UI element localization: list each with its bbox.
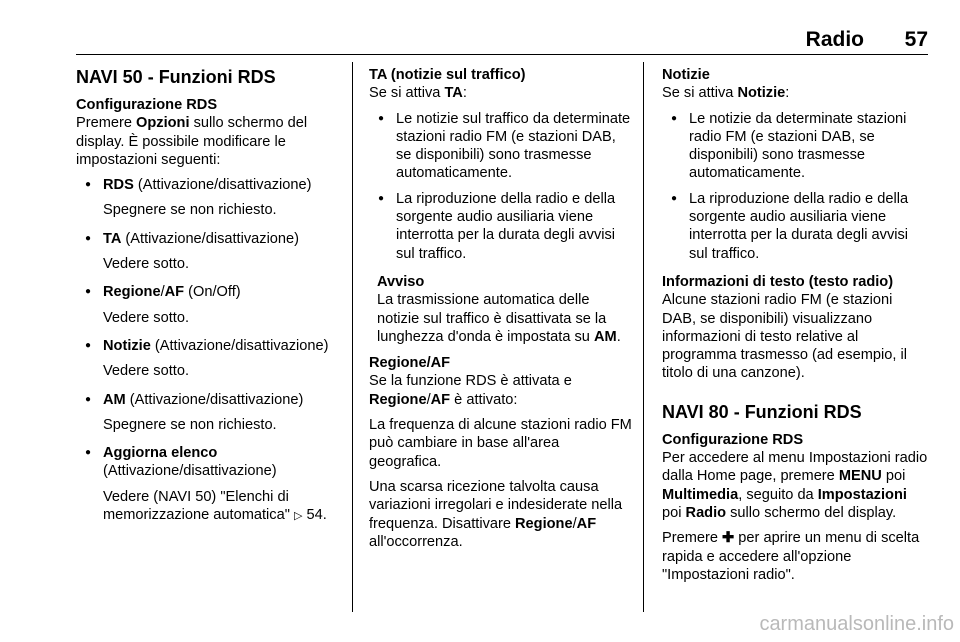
list-item-am: ● AM (Attivazione/disattivazione) xyxy=(76,391,341,409)
region-paragraph-3: Una scarsa ricezione talvolta causa variazioni irregolari e indesiderate nella frequenza. Disattivare Regione/AF all'occorrenza. xyxy=(369,478,623,550)
list-item-ta: ● TA (Attivazione/disattivazione) xyxy=(76,230,341,248)
list-item-aggiorna-elenco: ● Aggiorna elenco (Attivazione/disattivazione) xyxy=(76,444,341,481)
list-item-rds: ● RDS (Attivazione/disattivazione) xyxy=(76,176,341,194)
ta-list xyxy=(369,110,633,263)
text-info-paragraph: Alcune stazioni radio FM (e stazioni DAB, se disponibili) visualizzano informazioni di testo relative al programma trasmesso (ad esempio, il titolo di una canzone). xyxy=(662,292,907,382)
watermark: carmanualsonline.info xyxy=(759,613,954,635)
subheading-notizie: Notizie xyxy=(662,67,710,83)
list-item-regione-af: ● Regione/AF (On/Off) xyxy=(76,283,341,301)
region-paragraph-2: La frequenza di alcune stazioni radio FM può cambiare in base all'area geografica. xyxy=(369,417,632,470)
column-divider-2 xyxy=(643,62,644,612)
section-heading-navi50: NAVI 50 - Funzioni RDS xyxy=(76,67,276,87)
list-item: ● La riproduzione della radio e della sorgente audio ausiliaria viene interrotta per la durata degli avvisi sul traffico. xyxy=(662,190,930,263)
subheading-config-rds: Configurazione RDS xyxy=(76,97,218,113)
list-item: ● Le notizie da determinate stazioni radio FM (e stazioni DAB, se disponibili) sono trasmesse automaticamente. xyxy=(662,110,930,183)
list-item: ● La riproduzione della radio e della sorgente audio ausiliaria viene interrotta per la durata degli avvisi sul traffico. xyxy=(369,190,633,263)
list-note-regione-af: Vedere sotto. xyxy=(103,309,190,326)
list-note-am: Spegnere se non richiesto. xyxy=(103,416,277,433)
navi80-paragraph-1: Per accedere al menu Impostazioni radio dalla Home page, premere MENU poi Multimedia, seguito da Impostazioni poi Radio sullo schermo del display. xyxy=(662,450,928,521)
list-item-notizie: ● Notizie (Attivazione/disattivazione) xyxy=(76,337,341,355)
news-intro: Se si attiva Notizie: xyxy=(662,85,790,102)
intro-paragraph: Premere Opzioni sullo schermo del display. È possibile modificare le impostazioni seguenti: xyxy=(76,115,308,168)
notice-box: Avviso La trasmissione automatica delle notizie sul traffico è disattivata se la lunghezza d'onda è impostata su AM. xyxy=(377,273,633,346)
page-number: 57 xyxy=(904,28,928,51)
section-heading-navi80: NAVI 80 - Funzioni RDS xyxy=(662,401,862,422)
column-divider-1 xyxy=(352,62,353,612)
notice-heading: Avviso xyxy=(377,273,425,290)
page-header-title: Radio xyxy=(805,28,864,51)
page-ref-icon: ▷ xyxy=(293,510,303,523)
navi80-paragraph-2: Premere ✚ per aprire un menu di scelta rapida e accedere all'opzione "Impostazioni radio". xyxy=(662,530,920,583)
list-note-notizie: Vedere sotto. xyxy=(103,363,190,380)
subheading-ta: TA (notizie sul traffico) xyxy=(369,67,526,83)
column-3 xyxy=(662,66,930,591)
column-1 xyxy=(76,66,341,535)
list-note-aggiorna-elenco: Vedere (NAVI 50) "Elenchi di memorizzazione automatica" ▷ 54. xyxy=(103,488,327,524)
plus-icon: ✚ xyxy=(722,530,735,547)
ta-intro: Se si attiva TA: xyxy=(369,85,467,102)
subheading-testo-radio: Informazioni di testo (testo radio) xyxy=(662,273,894,290)
region-paragraph-1: Se la funzione RDS è attivata e Regione/AF è attivato: xyxy=(369,373,572,408)
list-note-rds: Spegnere se non richiesto. xyxy=(103,202,277,219)
subheading-config-rds-80: Configurazione RDS xyxy=(662,431,804,448)
header-rule xyxy=(76,54,928,55)
news-list xyxy=(662,110,930,263)
column-2 xyxy=(369,66,633,558)
list-note-ta: Vedere sotto. xyxy=(103,256,190,273)
list-item: ● Le notizie sul traffico da determinate stazioni radio FM (e stazioni DAB, se disponibili) sono trasmesse automaticamente. xyxy=(369,110,633,183)
settings-list xyxy=(76,176,341,525)
subheading-regione-af: Regione/AF xyxy=(369,355,451,372)
